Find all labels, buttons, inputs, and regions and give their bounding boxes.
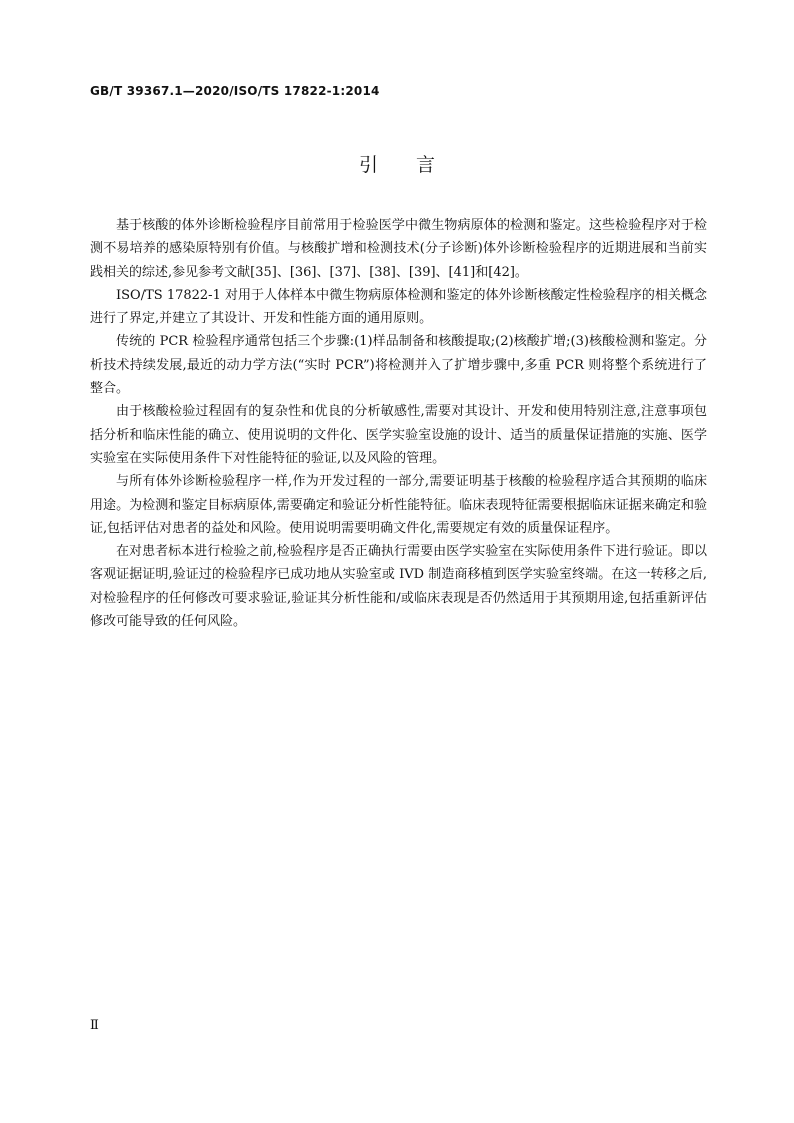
paragraph: 由于核酸检验过程固有的复杂性和优良的分析敏感性,需要对其设计、开发和使用特别注意,注意事项包括分析和临床性能的确立、使用说明的文件化、医学实验室设施的设计、适当的质量保证措施的实施、医学实验室在实际使用条件下对性能特征的验证,以及风险的管理。 <box>90 404 707 466</box>
paragraph: 基于核酸的体外诊断检验程序目前常用于检验医学中微生物病原体的检测和鉴定。这些检验程序对于检测不易培养的感染原特别有价值。与核酸扩增和检测技术(分子诊断)体外诊断检验程序的近期进展和当前实践相关的综述,参见参考文献[35]、[36]、[37]、[38]、[39]、[41]和[42]。 <box>90 218 707 280</box>
standard-number-header: GB/T 39367.1—2020/ISO/TS 17822-1:2014 <box>90 84 380 98</box>
body-text <box>90 214 707 633</box>
paragraph: ISO/TS 17822-1 对用于人体样本中微生物病原体检测和鉴定的体外诊断核酸定性检验程序的相关概念进行了界定,并建立了其设计、开发和性能方面的通用原则。 <box>90 287 707 327</box>
page-number: Ⅱ <box>90 1018 99 1033</box>
paragraph: 传统的 PCR 检验程序通常包括三个步骤:(1)样品制备和核酸提取;(2)核酸扩增;(3)核酸检测和鉴定。分析技术持续发展,最近的动力学方法(“实时 PCR”)将检测并入了扩增步骤中,多重 PCR 则将整个系统进行了整合。 <box>90 334 707 397</box>
section-title: 引言 <box>358 154 473 176</box>
paragraph: 与所有体外诊断检验程序一样,作为开发过程的一部分,需要证明基于核酸的检验程序适合其预期的临床用途。为检测和鉴定目标病原体,需要确定和验证分析性能特征。临床表现特征需要根据临床证据来确定和验证,包括评估对患者的益处和风险。使用说明需要明确文件化,需要规定有效的质量保证程序。 <box>90 474 707 536</box>
paragraph: 在对患者标本进行检验之前,检验程序是否正确执行需要由医学实验室在实际使用条件下进行验证。即以客观证据证明,验证过的检验程序已成功地从实验室或 IVD 制造商移植到医学实验室终端。在这一转移之后,对检验程序的任何修改可要求验证,验证其分析性能和/或临床表现是否仍然适用于其预期用途,包括重新评估修改可能导致的任何风险。 <box>90 544 707 630</box>
